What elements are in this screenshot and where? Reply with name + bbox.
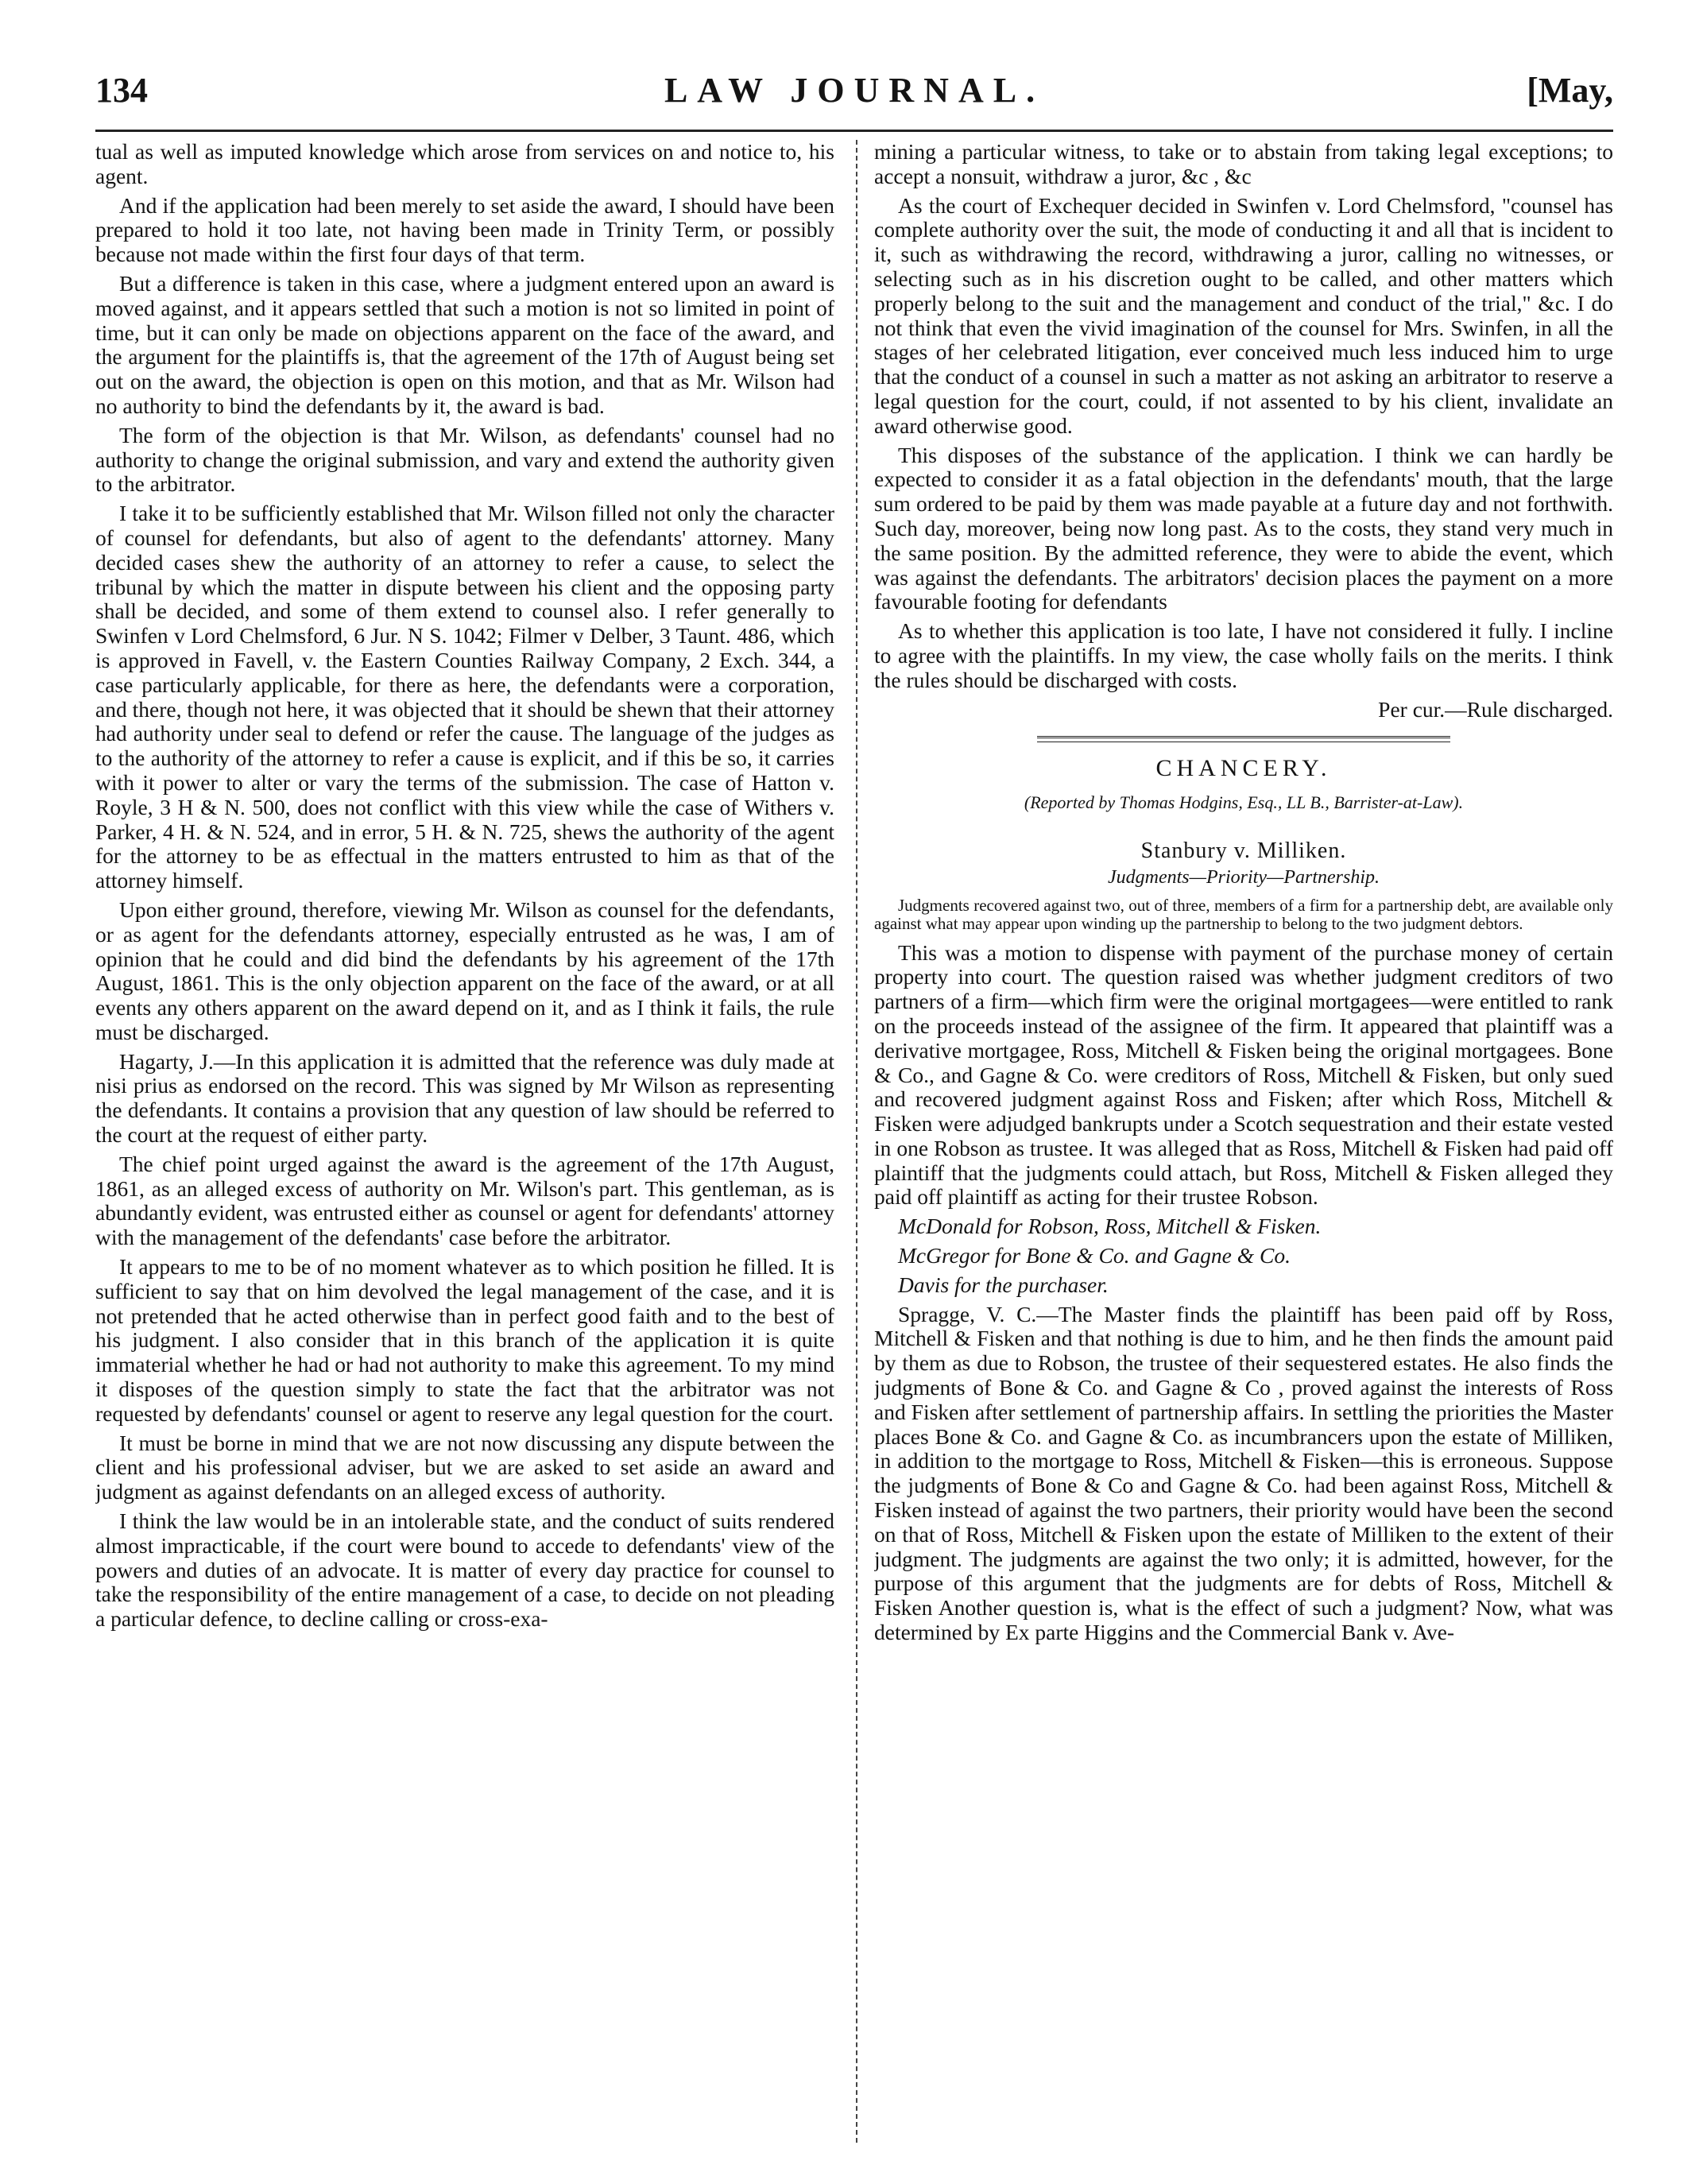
section-separator [1037,736,1450,742]
paragraph: I take it to be sufficiently established that Mr. Wilson filled not only the character of counsel for defendants, but also of agent to the defendants' attorney. Many decided cases shew the authority of an attorney to refer a cause, to select the tribunal by which the matter in dispute between his client and the opposing party shall be decided, and some of them extend to counsel also. I refer generally to Swinfen v Lord Chelmsford, 6 Jur. N S. 1042; Filmer v Delber, 3 Taunt. 486, which is approved in Favell, v. the Eastern Counties Railway Company, 2 Exch. 344, a case particularly applicable, for there as here, the defendants were a corporation, and there, though not here, it was objected that it should be shewn that their attorney had authority under seal to defend or refer the cause. The language of the judges as to the authority of the attorney to refer a cause is explicit, and if this be so, it carries with it power to alter or vary the terms of the submission. The case of Hatton v. Royle, 3 H & N. 500, does not conflict with this view while the case of Withers v. Parker, 4 H. & N. 524, and in error, 5 H. & N. 725, shews the authority of the agent for the attorney to be as effectual in the matters entrusted to him as that of the attorney himself. [95,501,834,893]
paragraph: mining a particular witness, to take or to abstain from taking legal exceptions; to accept a nonsuit, withdraw a juror, &c , &c [874,140,1613,188]
page-number: 134 [95,71,148,110]
counsel-line: McDonald for Robson, Ross, Mitchell & Fisken. [898,1214,1322,1239]
paragraph: As to whether this application is too late, I have not considered it fully. I incline to agree with the plaintiffs. In my view, the case wholly fails on the merits. I think the rules should be discharged with costs. [874,618,1613,692]
left-column [95,140,834,2143]
month-label: [May, [1527,71,1613,110]
right-column [874,140,1613,2143]
paragraph: Upon either ground, therefore, viewing Mr. Wilson as counsel for the defendants, or as agent for the defendants attorney, especially entrusted as he was, I am of opinion that he could and did bind the defendants by his agreement of the 17th August, 1861. This is the only objection apparent on the face of the award, or at all events any others apparent on the award depend on it, and as I think it fails, the rule must be discharged. [95,896,834,1044]
paragraph: The chief point urged against the award is the agreement of the 17th August, 1861, as an alleged excess of authority on Mr. Wilson's part. This gentleman, as is abundantly evident, was entrusted either as counsel or agent for defendants' attorney with the management of the defendants' case before the arbitrator. [95,1151,834,1250]
counsel-line: Davis for the purchaser. [898,1272,1109,1297]
journal-title: LAW JOURNAL. [664,71,1045,110]
paragraph: This was a motion to dispense with payment of the purchase money of certain property into court. The question raised was whether judgment creditors of two partners of a firm—which firm were the original mortgagees—were entitled to rank on the proceeds instead of the assignee of the firm. It appeared that plaintiff was a derivative mortgagee, Ross, Mitchell & Fisken being the original mortgagees. Bone & Co., and Gagne & Co. were creditors of Ross, Mitchell & Fisken, but only sued and recovered judgment against Ross and Fisken; after which Ross, Mitchell & Fisken were adjudged bankrupts under a Scotch sequestration and their estate vested in one Robson as trustee. It was alleged that as Ross, Mitchell & Fisken had paid off plaintiff that the judgments could attach, but Ross, Mitchell & Fisken alleged they paid off plaintiff as acting for their trustee Robson. [874,939,1613,1210]
column-divider [856,140,857,2143]
paragraph: tual as well as imputed knowledge which arose from services on and notice to, his agent. [95,140,834,188]
paragraph: And if the application had been merely to set aside the award, I should have been prepared to hold it too late, not having been made in Trinity Term, or possibly because not made within the first four days of that term. [95,192,834,267]
reporter-line: (Reported by Thomas Hodgins, Esq., LL B., Barrister-at-Law). [1024,792,1464,813]
paragraph: The form of the objection is that Mr. Wilson, as defendants' counsel had no authority to change the original submission, and vary and extend the authority given to the arbitrator. [95,422,834,497]
paragraph: It must be borne in mind that we are not now discussing any dispute between the client and his professional adviser, but we are asked to set aside an award and judgment as against defendants on an alleged excess of authority. [95,1430,834,1504]
paragraph: Spragge, V. C.—The Master finds the plaintiff has been paid off by Ross, Mitchell & Fisken and that nothing is due to him, and he then finds the amount paid by them as due to Robson, the trustee of their sequestered estates. He also finds the judgments of Bone & Co. and Gagne & Co , proved against the interests of Ross and Fisken after settlement of partnership affairs. In settling the priorities the Master places Bone & Co. and Gagne & Co. as incumbrancers upon the estate of Milliken, in addition to the mortgage to Ross, Mitchell & Fisken—this is erroneous. Suppose the judgments of Bone & Co and Gagne & Co. had been against Ross, Mitchell & Fisken instead of against the two partners, their priority would have been the second on that of Ross, Mitchell & Fisken upon the estate of Milliken to the extent of their judgment. The judgments are against the two only; it is admitted, however, for the purpose of this argument that the judgments are for debts of Ross, Mitchell & Fisken Another question is, what is the effect of such a judgment? Now, what was determined by Ex parte Higgins and the Commercial Bank v. Ave- [874,1301,1613,1645]
per-curiam-line: Per cur.—Rule discharged. [1378,696,1613,722]
section-title: CHANCERY. [1155,755,1332,782]
header-rule [95,130,1613,132]
case-title: Stanbury v. Milliken. [1140,838,1347,863]
paragraph: It appears to me to be of no moment whatever as to which position he filled. It is sufficient to say that on him devolved the legal management of the case, and it is not pretended that he acted otherwise than in perfect good faith and to the best of his judgment. I also consider that in this branch of the application it is quite immaterial whether he had or had not authority to make this agreement. To my mind it disposes of the question simply to state the fact that the arbitrator was not requested by defendants' counsel or agent to reserve any legal question for the court. [95,1254,834,1426]
running-header [95,70,1613,118]
headnote: Judgments recovered against two, out of three, members of a firm for a partnership debt, are available only against what may appear upon winding up the partnership to belong to the two judgment debtors. [874,895,1613,933]
paragraph: This disposes of the substance of the application. I think we can hardly be expected to consider it as a fatal objection in the defendants' mouth, that the large sum ordered to be paid by them was made payable at a future day and not forthwith. Such day, moreover, being now long past. As to the costs, they stand very much in the same position. By the admitted reference, they were to abide the event, which was against the defendants. The arbitrators' decision places the payment on a more favourable footing for defendants [874,442,1613,614]
catchwords: Judgments—Priority—Partnership. [1108,866,1380,888]
paragraph: But a difference is taken in this case, where a judgment entered upon an award is moved against, and it appears settled that such a motion is not so limited in point of time, but it can only be made on objections apparent on the face of the award, and the argument for the plaintiffs is, that the agreement of the 17th of August being set out on the award, the objection is open on this motion, and that as Mr. Wilson had no authority to bind the defendants by it, the award is bad. [95,270,834,418]
counsel-line: McGregor for Bone & Co. and Gagne & Co. [898,1243,1291,1268]
paragraph: Hagarty, J.—In this application it is admitted that the reference was duly made at nisi prius as endorsed on the record. This was signed by Mr Wilson as representing the defendants. It contains a provision that any question of law should be referred to the court at the request of either party. [95,1048,834,1148]
paragraph: I think the law would be in an intolerable state, and the conduct of suits rendered almost impracticable, if the court were bound to accede to defendants' view of the powers and duties of an advocate. It is matter of every day practice for counsel to take the responsibility of the entire management of a case, to decide on not pleading a particular defence, to decline calling or cross-exa- [95,1508,834,1632]
paragraph: As the court of Exchequer decided in Swinfen v. Lord Chelmsford, "counsel has complete authority over the suit, the mode of conducting it and all that is incident to it, such as withdrawing the record, withdrawing a juror, calling no witnesses, or selecting such as in his discretion ought to be called, and other matters which properly belong to the suit and the management and conduct of the trial," &c. I do not think that even the vivid imagination of the counsel for Mrs. Swinfen, in all the stages of her celebrated litigation, ever conceived much less induced him to urge that the conduct of a counsel in such a matter as not asking an arbitrator to reserve a legal question for the court, could, if not assented to by his client, invalidate an award otherwise good. [874,192,1613,438]
